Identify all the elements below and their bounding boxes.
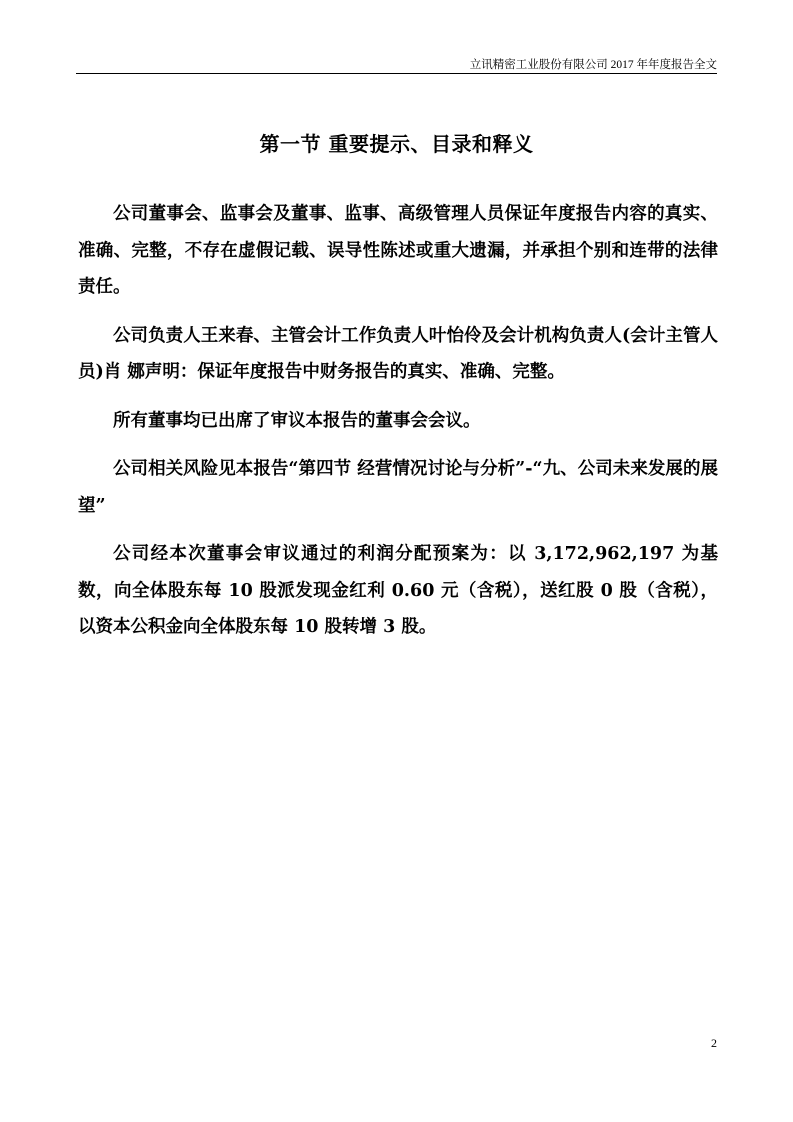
header-divider	[76, 73, 717, 74]
paragraph-profit-distribution: 公司经本次董事会审议通过的利润分配预案为：以 3,172,962,197 为基数，向全体股东每 10 股派发现金红利 0.60 元（含税），送红股 0 股（含税），以资本公积金向全体股东每 10 股转增 3 股。	[78, 544, 718, 637]
paragraph-risk-reference: 公司相关风险见本报告“第四节 经营情况讨论与分析”-“九、公司未来发展的展望”	[78, 459, 718, 516]
section-title: 第一节 重要提示、目录和释义	[259, 132, 534, 156]
paragraph-financial-report-declaration: 公司负责人王来春、主管会计工作负责人叶怡伶及会计机构负责人(会计主管人员)肖 娜声明：保证年度报告中财务报告的真实、准确、完整。	[78, 325, 718, 382]
paragraph-board-attendance: 所有董事均已出席了审议本报告的董事会会议。	[113, 410, 481, 431]
page-number: 2	[711, 1036, 717, 1050]
paragraph-responsibility-statement: 公司董事会、监事会及董事、监事、高级管理人员保证年度报告内容的真实、准确、完整，不存在虚假记载、误导性陈述或重大遗漏，并承担个别和连带的法律责任。	[78, 204, 718, 297]
document-body	[78, 196, 718, 658]
header-title: 立讯精密工业股份有限公司 2017 年年度报告全文	[469, 59, 717, 71]
